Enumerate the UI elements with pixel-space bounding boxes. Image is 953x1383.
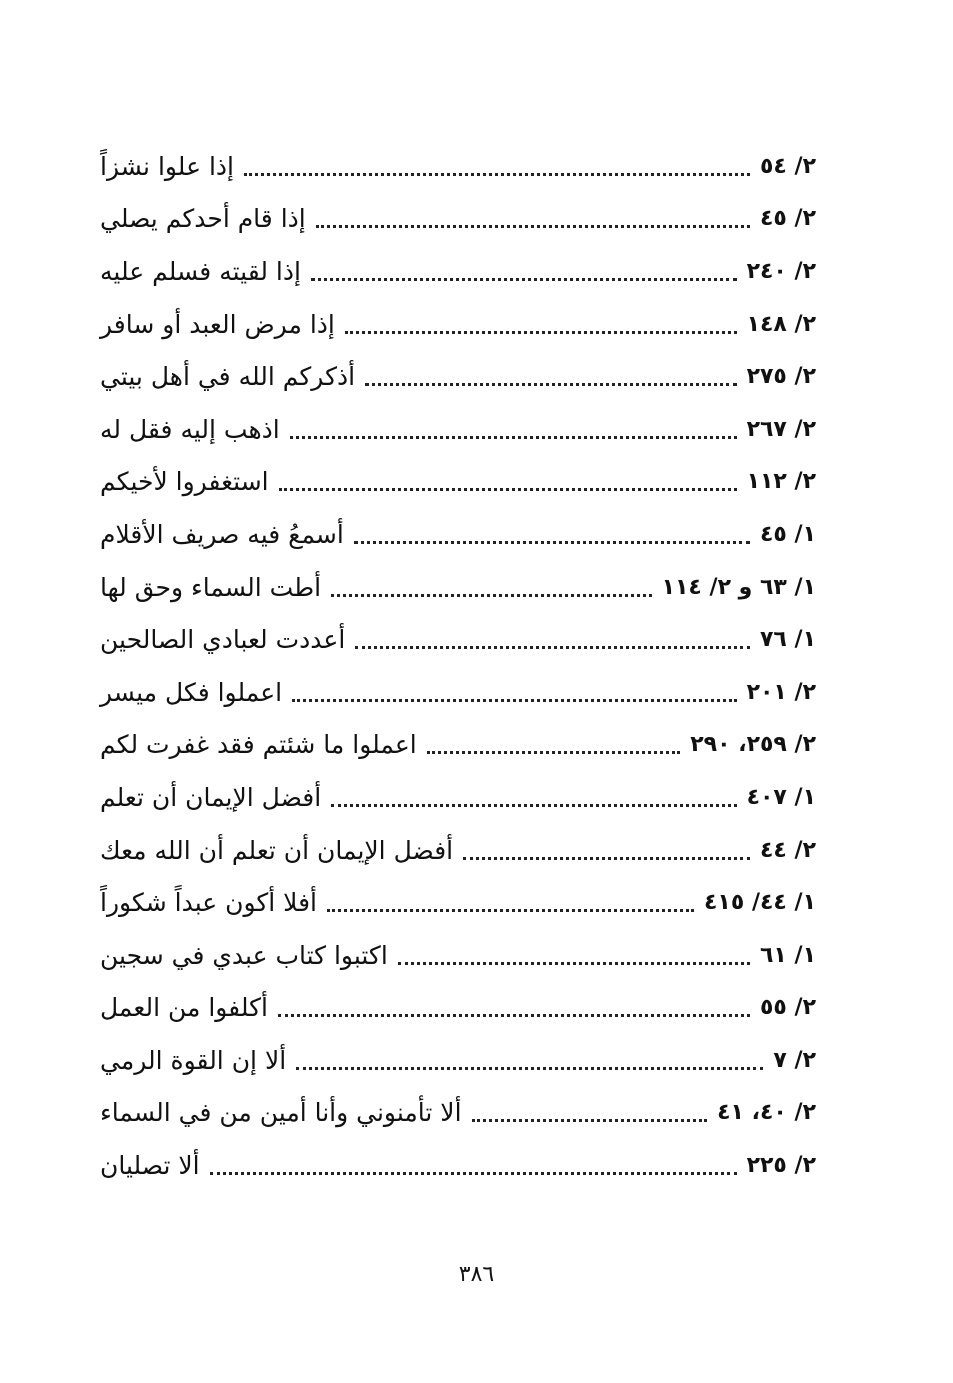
entry-text: ألا إن القوة الرمي [100, 1045, 287, 1075]
entry-text: اعملوا فكل ميسر [100, 677, 283, 707]
dot-leader [210, 1172, 737, 1175]
index-entry [100, 193, 816, 246]
dot-leader [290, 436, 737, 439]
entry-text: أفضل الإيمان أن تعلم أن الله معك [100, 835, 454, 865]
dot-leader [311, 278, 737, 281]
dot-leader [292, 699, 736, 702]
entry-text: ألا تأمنوني وأنا أمين من في السماء [100, 1098, 462, 1128]
entry-text: أعددت لعبادي الصالحين [100, 625, 346, 655]
index-entry [100, 456, 816, 509]
entry-ref: ١/ ٤٥ [760, 521, 816, 547]
entry-text: اذهب إليه فقل له [100, 414, 280, 444]
entry-ref: ٢/ ٢٠١ [746, 679, 816, 705]
index-entry [100, 298, 816, 351]
index-entry [100, 1139, 816, 1192]
dot-leader [278, 1014, 750, 1017]
entry-text: إذا مرض العبد أو سافر [100, 309, 335, 339]
entry-ref: ٢/ ٢٥٩، ٢٩٠ [690, 732, 816, 758]
entry-text: أفضل الإيمان أن تعلم [100, 782, 322, 812]
entry-ref: ١/ ٦٣ و ٢/ ١١٤ [661, 574, 816, 600]
entry-text: ألا تصليان [100, 1151, 200, 1181]
index-entry [100, 666, 816, 719]
entry-text: أطت السماء وحق لها [100, 572, 322, 602]
entry-ref: ٢/ ٥٥ [760, 995, 816, 1021]
entry-text: إذا لقيته فسلم عليه [100, 256, 301, 286]
entry-ref: ٢/ ٢٢٥ [746, 1153, 816, 1179]
index-entry [100, 1034, 816, 1087]
entry-ref: ٢/ ٢٦٧ [746, 416, 816, 442]
entry-ref: ٢/ ٢٤٠ [746, 258, 816, 284]
index-entry [100, 403, 816, 456]
index-entry [100, 771, 816, 824]
entry-ref: ٢/ ٥٤ [760, 153, 816, 179]
index-entry [100, 350, 816, 403]
dot-leader [331, 594, 652, 597]
entry-ref: ٢/ ٢٧٥ [746, 364, 816, 390]
entry-ref: ١/ ٧٦ [760, 627, 816, 653]
dot-leader [331, 804, 736, 807]
entry-text: إذا علوا نشزاً [100, 151, 234, 181]
index-entry [100, 824, 816, 877]
entry-text: استغفروا لأخيكم [100, 467, 269, 497]
entry-ref: ٢/ ٤٠، ٤١ [717, 1100, 816, 1126]
entry-ref: ١/ ٦١ [760, 942, 816, 968]
index-entry [100, 1087, 816, 1140]
dot-leader [316, 225, 750, 228]
entry-ref: ٢/ ٧ [773, 1047, 816, 1073]
index-entry [100, 876, 816, 929]
entry-ref: ٢/ ١١٢ [746, 469, 816, 495]
entry-text: أفلا أكون عبداً شكوراً [100, 888, 317, 918]
index-entry [100, 508, 816, 561]
index-entry [100, 719, 816, 772]
index-entry [100, 982, 816, 1035]
entry-text: اعملوا ما شئتم فقد غفرت لكم [100, 730, 417, 760]
entry-text: أسمعُ فيه صريف الأقلام [100, 519, 344, 549]
entry-text: اكتبوا كتاب عبدي في سجين [100, 940, 388, 970]
index-entry [100, 140, 816, 193]
dot-leader [355, 646, 750, 649]
dot-leader [463, 857, 750, 860]
index-entry [100, 245, 816, 298]
index-list [100, 140, 816, 1192]
dot-leader [398, 962, 750, 965]
dot-leader [296, 1067, 763, 1070]
entry-ref: ١/ ٤٠٧ [746, 784, 816, 810]
dot-leader [244, 173, 750, 176]
dot-leader [427, 751, 681, 754]
dot-leader [365, 383, 736, 386]
entry-ref: ٢/ ٤٤ [760, 837, 816, 863]
dot-leader [279, 488, 737, 491]
index-entry [100, 613, 816, 666]
dot-leader [345, 331, 737, 334]
entry-ref: ٢/ ٤٥ [760, 206, 816, 232]
index-entry [100, 561, 816, 614]
dot-leader [472, 1119, 708, 1122]
entry-ref: ١/ ٤٤/ ٤١٥ [704, 890, 816, 916]
entry-text: أذكركم الله في أهل بيتي [100, 362, 356, 392]
entry-text: أكلفوا من العمل [100, 993, 268, 1023]
dot-leader [327, 909, 694, 912]
dot-leader [354, 541, 750, 544]
entry-ref: ٢/ ١٤٨ [746, 311, 816, 337]
page-number: ٣٨٦ [458, 1262, 495, 1287]
entry-text: إذا قام أحدكم يصلي [100, 204, 306, 234]
index-entry [100, 929, 816, 982]
